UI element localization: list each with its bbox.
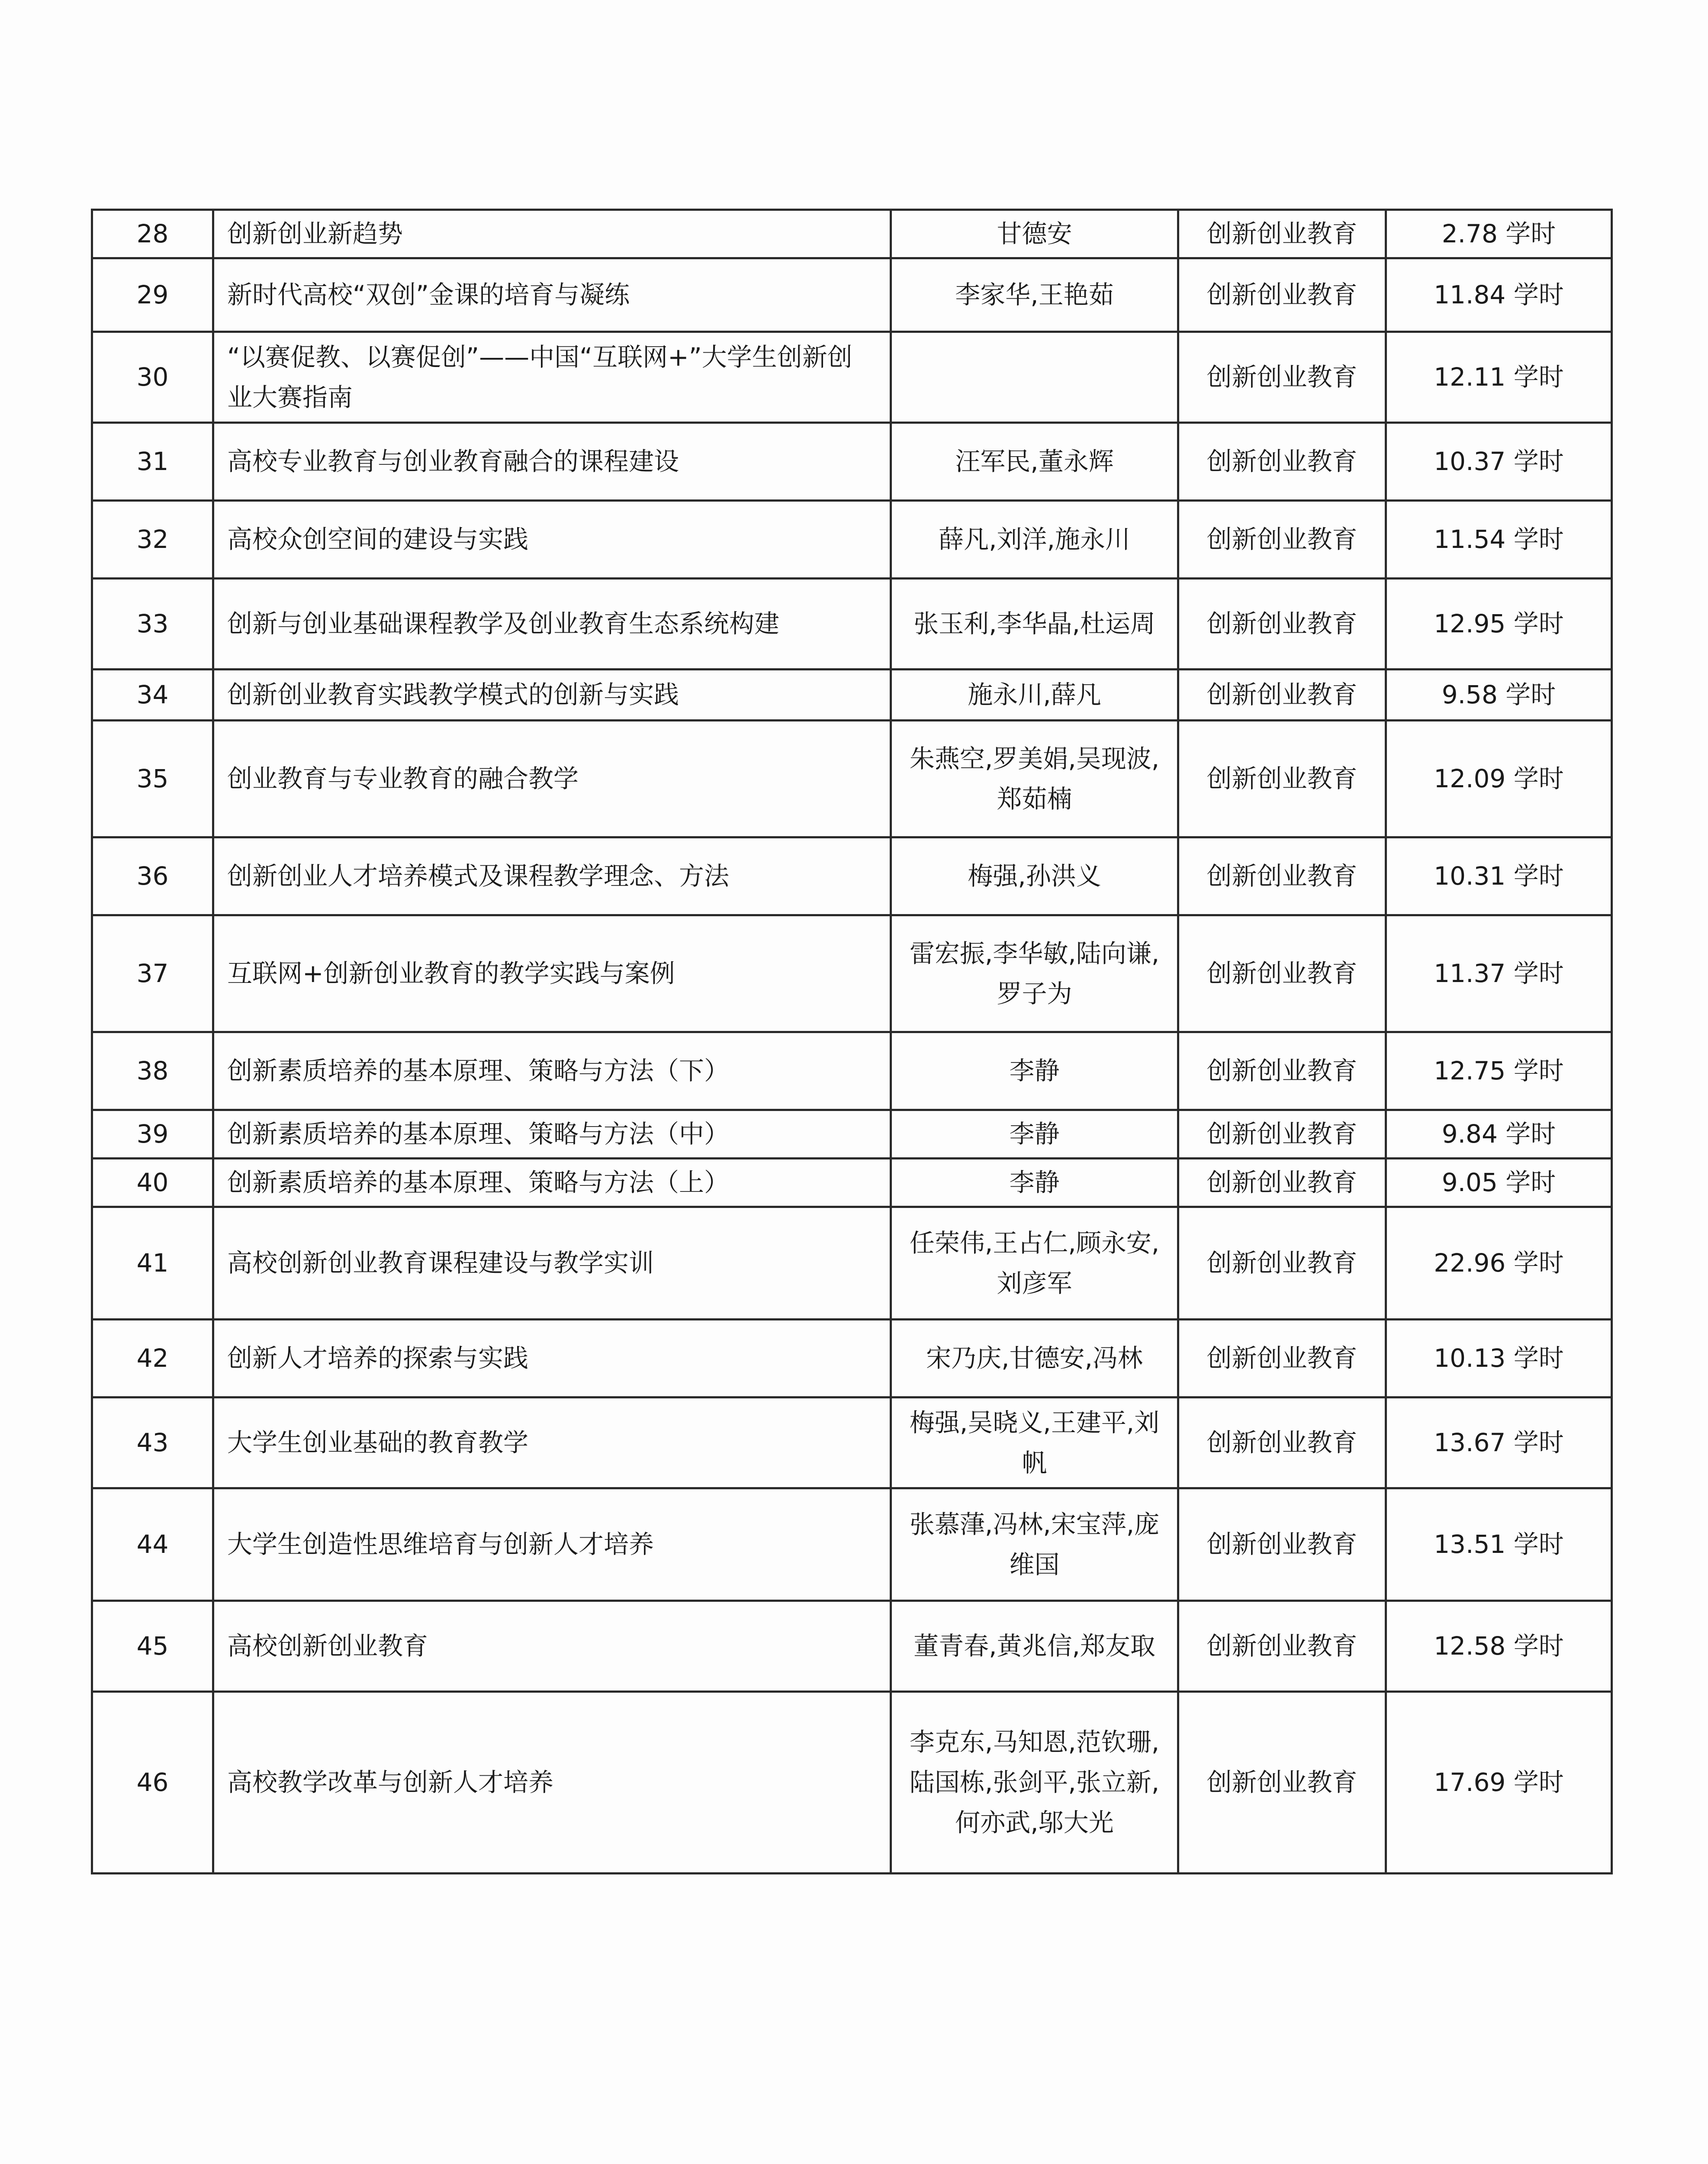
table-row <box>92 210 1612 258</box>
row-number: 40 <box>92 1159 213 1207</box>
course-category: 创新创业教育 <box>1178 721 1386 837</box>
row-number: 30 <box>92 332 213 423</box>
course-category: 创新创业教育 <box>1178 837 1386 915</box>
course-hours: 11.84 学时 <box>1386 258 1612 332</box>
course-authors: 薛凡,刘洋,施永川 <box>891 501 1178 579</box>
course-authors: 梅强,吴晓义,王建平,刘帆 <box>891 1398 1178 1488</box>
course-hours: 12.75 学时 <box>1386 1032 1612 1110</box>
course-table-body <box>92 210 1612 1874</box>
row-number: 31 <box>92 423 213 501</box>
course-authors: 张慕葏,冯林,宋宝萍,庞维国 <box>891 1488 1178 1601</box>
course-category: 创新创业教育 <box>1178 1601 1386 1692</box>
row-number: 37 <box>92 915 213 1032</box>
table-row <box>92 837 1612 915</box>
row-number: 38 <box>92 1032 213 1110</box>
table-row <box>92 579 1612 670</box>
course-title: 创新素质培养的基本原理、策略与方法（下） <box>213 1032 891 1110</box>
course-hours: 13.67 学时 <box>1386 1398 1612 1488</box>
course-hours: 9.58 学时 <box>1386 670 1612 721</box>
course-hours: 11.54 学时 <box>1386 501 1612 579</box>
table-row <box>92 1398 1612 1488</box>
row-number: 33 <box>92 579 213 670</box>
course-category: 创新创业教育 <box>1178 579 1386 670</box>
course-hours: 12.11 学时 <box>1386 332 1612 423</box>
course-authors: 甘德安 <box>891 210 1178 258</box>
course-category: 创新创业教育 <box>1178 332 1386 423</box>
course-authors: 雷宏振,李华敏,陆向谦,罗子为 <box>891 915 1178 1032</box>
row-number: 42 <box>92 1320 213 1398</box>
table-row <box>92 1488 1612 1601</box>
row-number: 32 <box>92 501 213 579</box>
course-hours: 10.31 学时 <box>1386 837 1612 915</box>
table-row <box>92 501 1612 579</box>
course-hours: 12.58 学时 <box>1386 1601 1612 1692</box>
course-hours: 12.95 学时 <box>1386 579 1612 670</box>
course-title: 高校创新创业教育课程建设与教学实训 <box>213 1207 891 1320</box>
course-authors <box>891 332 1178 423</box>
course-category: 创新创业教育 <box>1178 1398 1386 1488</box>
course-title: 创新素质培养的基本原理、策略与方法（中） <box>213 1110 891 1159</box>
row-number: 41 <box>92 1207 213 1320</box>
course-table <box>91 209 1613 1874</box>
course-authors: 任荣伟,王占仁,顾永安,刘彦军 <box>891 1207 1178 1320</box>
course-title: 高校众创空间的建设与实践 <box>213 501 891 579</box>
course-hours: 17.69 学时 <box>1386 1692 1612 1874</box>
course-title: 互联网+创新创业教育的教学实践与案例 <box>213 915 891 1032</box>
course-hours: 9.05 学时 <box>1386 1159 1612 1207</box>
course-authors: 梅强,孙洪义 <box>891 837 1178 915</box>
table-row <box>92 1692 1612 1874</box>
course-hours: 9.84 学时 <box>1386 1110 1612 1159</box>
course-category: 创新创业教育 <box>1178 1320 1386 1398</box>
course-hours: 11.37 学时 <box>1386 915 1612 1032</box>
course-hours: 2.78 学时 <box>1386 210 1612 258</box>
table-row <box>92 915 1612 1032</box>
row-number: 39 <box>92 1110 213 1159</box>
course-title: 创新与创业基础课程教学及创业教育生态系统构建 <box>213 579 891 670</box>
row-number: 36 <box>92 837 213 915</box>
course-title: 新时代高校“双创”金课的培育与凝练 <box>213 258 891 332</box>
course-title: 创新创业教育实践教学模式的创新与实践 <box>213 670 891 721</box>
course-title: 大学生创业基础的教育教学 <box>213 1398 891 1488</box>
row-number: 44 <box>92 1488 213 1601</box>
course-title: 高校专业教育与创业教育融合的课程建设 <box>213 423 891 501</box>
course-authors: 施永川,薛凡 <box>891 670 1178 721</box>
course-authors: 张玉利,李华晶,杜运周 <box>891 579 1178 670</box>
course-category: 创新创业教育 <box>1178 915 1386 1032</box>
course-category: 创新创业教育 <box>1178 1692 1386 1874</box>
course-hours: 10.13 学时 <box>1386 1320 1612 1398</box>
course-hours: 10.37 学时 <box>1386 423 1612 501</box>
course-category: 创新创业教育 <box>1178 1032 1386 1110</box>
course-hours: 12.09 学时 <box>1386 721 1612 837</box>
row-number: 35 <box>92 721 213 837</box>
table-row <box>92 1110 1612 1159</box>
table-row <box>92 670 1612 721</box>
course-authors: 汪军民,董永辉 <box>891 423 1178 501</box>
row-number: 43 <box>92 1398 213 1488</box>
table-row <box>92 423 1612 501</box>
course-title: 大学生创造性思维培育与创新人才培养 <box>213 1488 891 1601</box>
table-row <box>92 1032 1612 1110</box>
course-authors: 李静 <box>891 1032 1178 1110</box>
course-category: 创新创业教育 <box>1178 1110 1386 1159</box>
course-title: 创新人才培养的探索与实践 <box>213 1320 891 1398</box>
table-row <box>92 332 1612 423</box>
course-authors: 宋乃庆,甘德安,冯林 <box>891 1320 1178 1398</box>
course-category: 创新创业教育 <box>1178 258 1386 332</box>
course-category: 创新创业教育 <box>1178 1488 1386 1601</box>
course-title: 创新创业人才培养模式及课程教学理念、方法 <box>213 837 891 915</box>
course-category: 创新创业教育 <box>1178 423 1386 501</box>
table-row <box>92 1159 1612 1207</box>
row-number: 46 <box>92 1692 213 1874</box>
course-title: 创业教育与专业教育的融合教学 <box>213 721 891 837</box>
row-number: 34 <box>92 670 213 721</box>
course-category: 创新创业教育 <box>1178 1207 1386 1320</box>
row-number: 45 <box>92 1601 213 1692</box>
table-row <box>92 721 1612 837</box>
course-category: 创新创业教育 <box>1178 501 1386 579</box>
course-category: 创新创业教育 <box>1178 670 1386 721</box>
course-authors: 李克东,马知恩,范钦珊,陆国栋,张剑平,张立新,何亦武,邬大光 <box>891 1692 1178 1874</box>
table-row <box>92 1320 1612 1398</box>
course-title: 创新素质培养的基本原理、策略与方法（上） <box>213 1159 891 1207</box>
row-number: 28 <box>92 210 213 258</box>
table-row <box>92 258 1612 332</box>
course-title: 创新创业新趋势 <box>213 210 891 258</box>
course-title: “以赛促教、以赛促创”——中国“互联网+”大学生创新创业大赛指南 <box>213 332 891 423</box>
course-category: 创新创业教育 <box>1178 210 1386 258</box>
course-authors: 董青春,黄兆信,郑友取 <box>891 1601 1178 1692</box>
row-number: 29 <box>92 258 213 332</box>
course-title: 高校创新创业教育 <box>213 1601 891 1692</box>
course-authors: 李静 <box>891 1110 1178 1159</box>
course-authors: 李家华,王艳茹 <box>891 258 1178 332</box>
course-title: 高校教学改革与创新人才培养 <box>213 1692 891 1874</box>
course-authors: 朱燕空,罗美娟,吴现波,郑茹楠 <box>891 721 1178 837</box>
course-hours: 22.96 学时 <box>1386 1207 1612 1320</box>
course-category: 创新创业教育 <box>1178 1159 1386 1207</box>
course-hours: 13.51 学时 <box>1386 1488 1612 1601</box>
course-authors: 李静 <box>891 1159 1178 1207</box>
table-row <box>92 1601 1612 1692</box>
table-row <box>92 1207 1612 1320</box>
